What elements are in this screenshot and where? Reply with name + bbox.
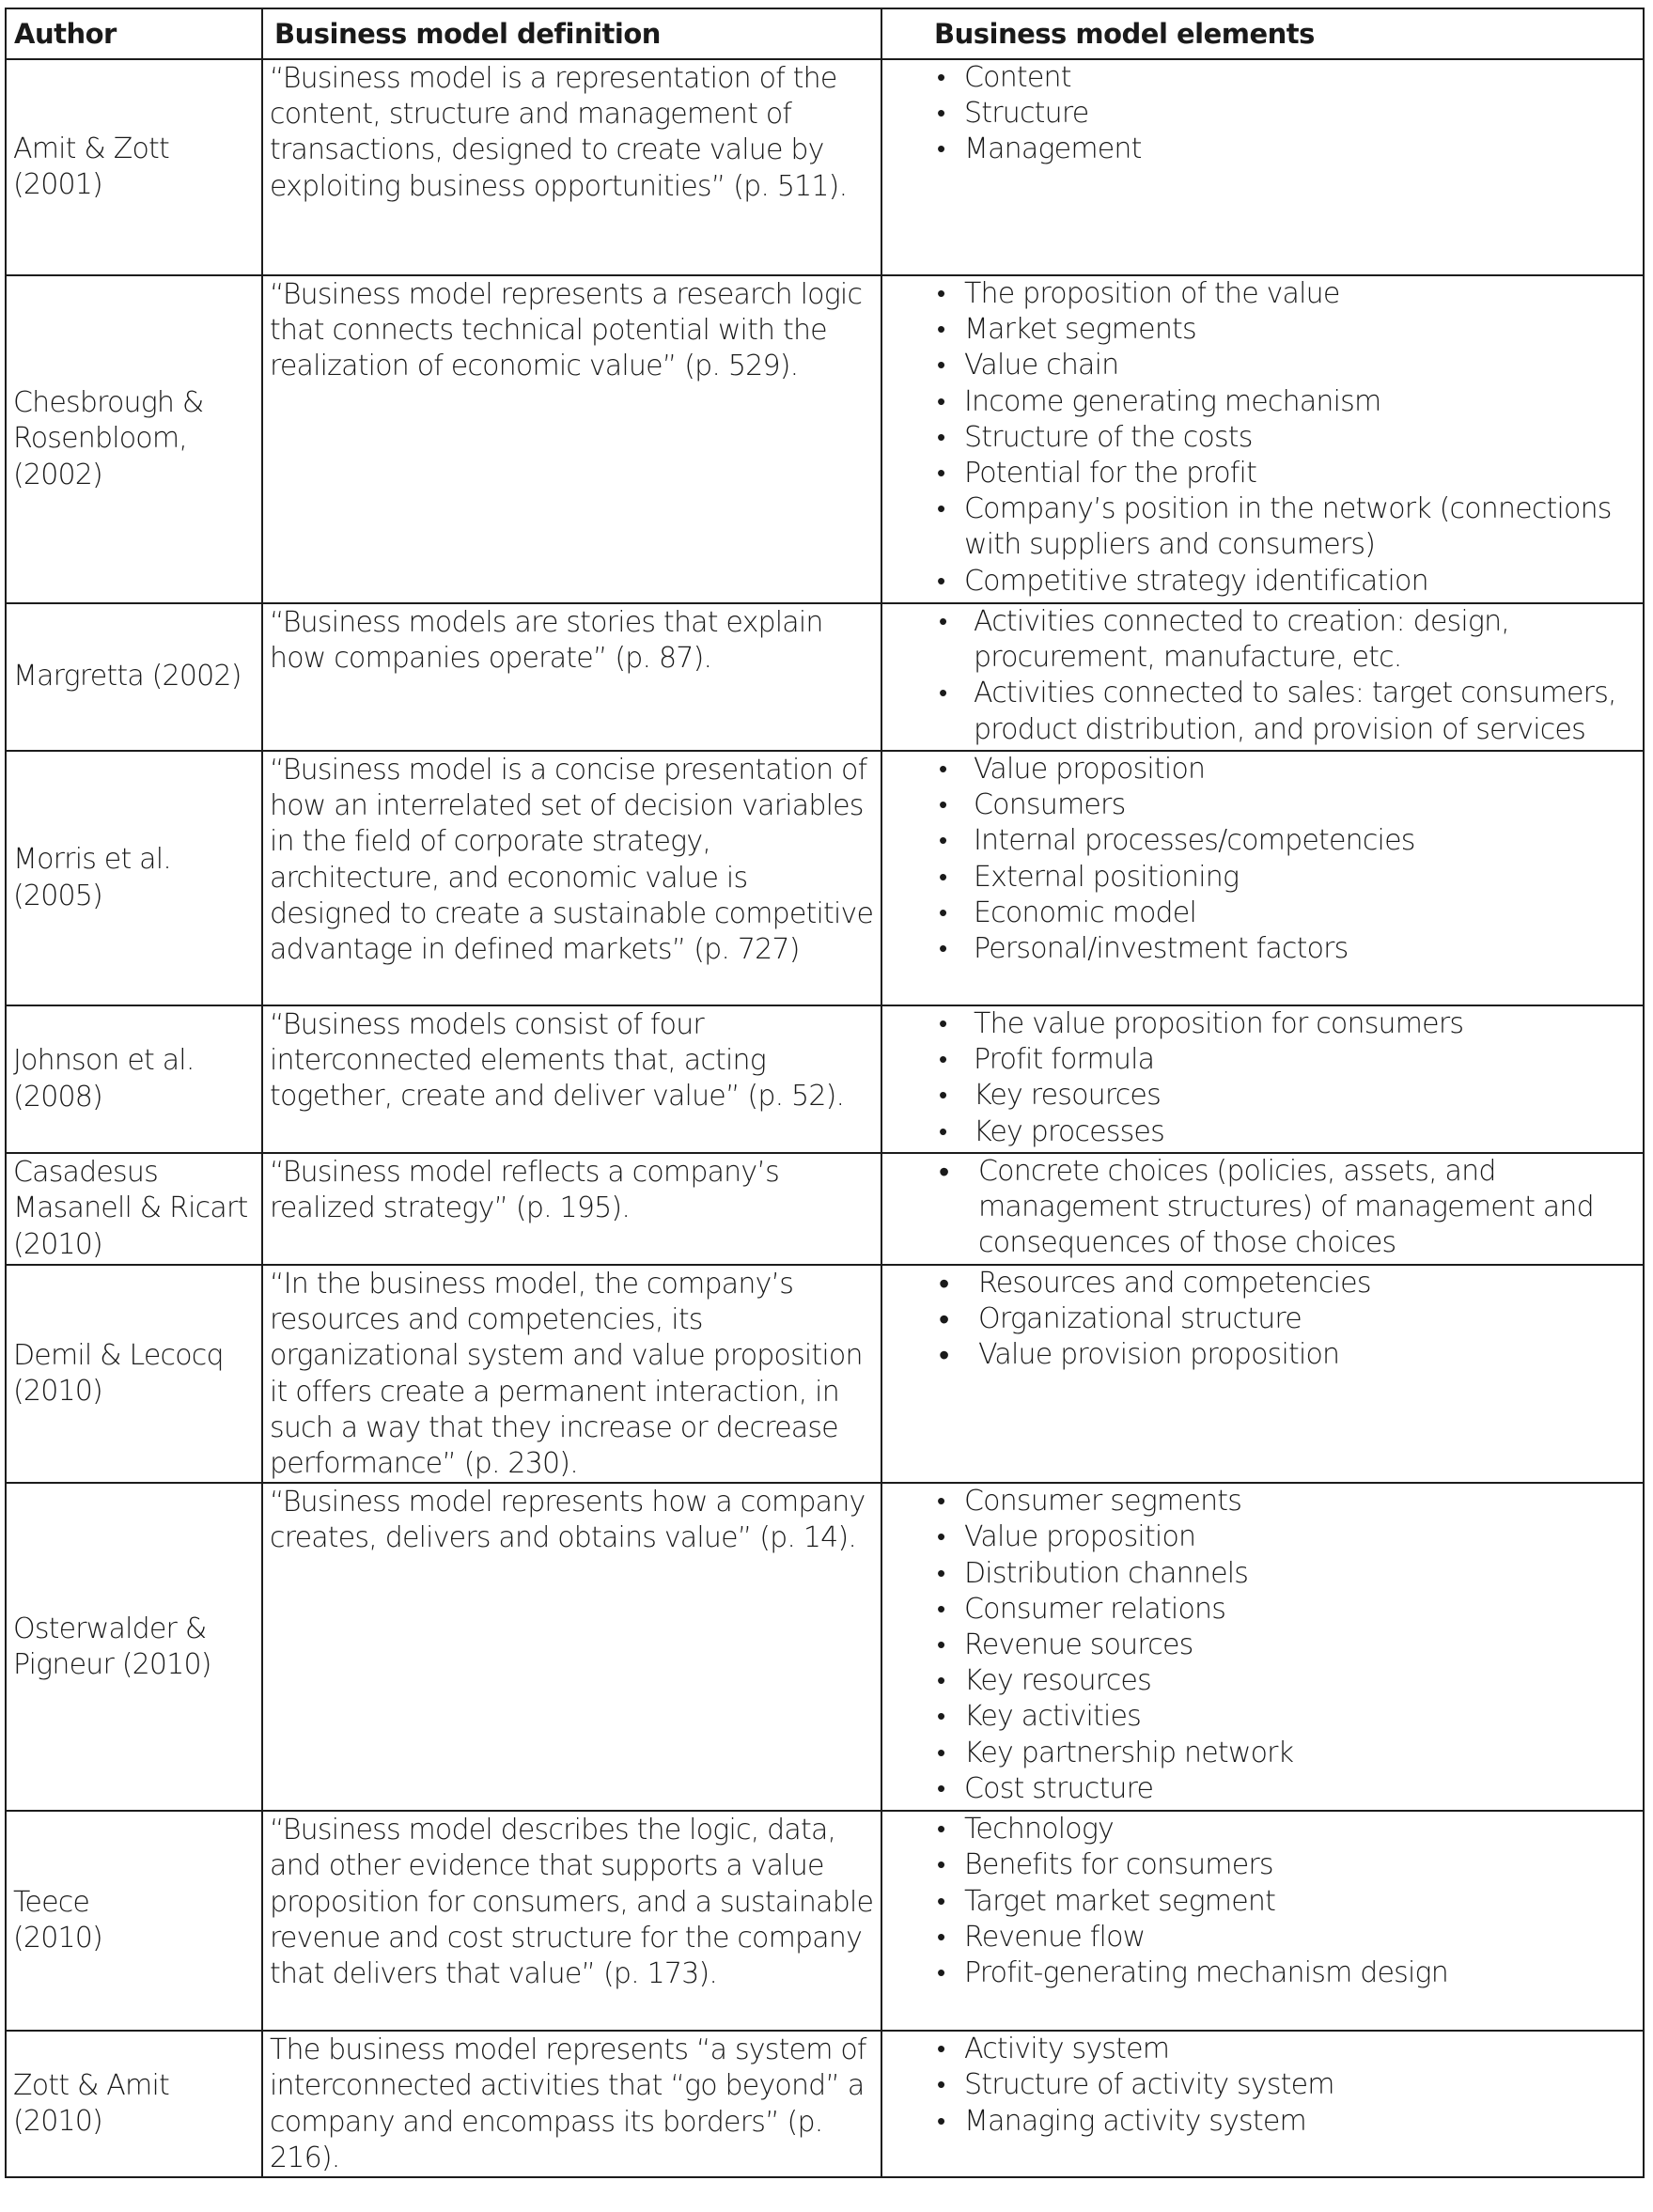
table-row — [6, 751, 1644, 1005]
table-row — [6, 1005, 1644, 1153]
list-item: • The proposition of the value — [882, 276, 1643, 312]
list-item: • Internal processes/competencies — [882, 823, 1643, 859]
list-item: • Target market segment — [882, 1884, 1643, 1920]
list-item: • Management — [882, 132, 1643, 167]
author-line: Casadesus — [13, 1156, 158, 1190]
table-row — [6, 275, 1644, 603]
definition-cell: “Business model reflects a company’s realized strategy” (p. 195). — [262, 1153, 881, 1265]
elements-list — [882, 604, 1643, 748]
list-item: • Concrete choices (policies, assets, and management structures) of management and consequences of those choices — [882, 1154, 1643, 1262]
list-item: • Structure of activity system — [882, 2067, 1643, 2103]
list-item: • Profit formula — [882, 1042, 1643, 1078]
list-item: • Managing activity system — [882, 2104, 1643, 2140]
list-item: • Organizational structure — [882, 1301, 1643, 1337]
author-line: Chesbrough & — [13, 386, 204, 420]
list-item: • Activity system — [882, 2032, 1643, 2067]
elements-list — [882, 2032, 1643, 2140]
list-item: • Value provision proposition — [882, 1337, 1643, 1373]
author-line: Teece — [13, 1886, 90, 1920]
elements-cell — [881, 2031, 1644, 2177]
list-item: • Activities connected to sales: target consumers, product distribution, and provision of services — [882, 676, 1643, 747]
list-item: • Consumers — [882, 787, 1643, 823]
list-item: • Consumer relations — [882, 1592, 1643, 1628]
list-item: • Revenue flow — [882, 1920, 1643, 1955]
author-line: Osterwalder & — [13, 1612, 207, 1645]
list-item: • Personal/investment factors — [882, 931, 1643, 967]
author-line: (2001) — [13, 168, 102, 201]
definition-cell: “Business model describes the logic, data, and other evidence that supports a value proposition for consumers, and a sustainable revenue and cost structure for the company that delivers that value” (p. 173). — [262, 1811, 881, 2031]
table-row — [6, 2031, 1644, 2177]
elements-cell — [881, 1265, 1644, 1483]
header-row — [6, 8, 1644, 59]
definition-cell: “Business model is a representation of the content, structure and management of transactions, designed to create value by exploiting business opportunities” (p. 511). — [262, 59, 881, 275]
elements-list — [882, 1154, 1643, 1262]
author-cell — [6, 1483, 262, 1811]
author-line: Rosenbloom, — [13, 422, 187, 456]
author-cell — [6, 275, 262, 603]
elements-cell — [881, 59, 1644, 275]
author-line: Zott & Amit — [13, 2069, 169, 2103]
list-item: • Key resources — [882, 1078, 1643, 1114]
header-definition: Business model definition — [262, 8, 881, 59]
author-line: Demil & Lecocq — [13, 1338, 224, 1372]
definition-cell: The business model represents “a system of interconnected activities that “go beyond” a company and encompass its borders” (p. 216). — [262, 2031, 881, 2177]
list-item: • Structure of the costs — [882, 420, 1643, 456]
list-item: • Activities connected to creation: design, procurement, manufacture, etc. — [882, 604, 1643, 676]
elements-list — [882, 1266, 1643, 1374]
elements-cell — [881, 603, 1644, 751]
header-author: Author — [6, 8, 262, 59]
author-line: (2010) — [13, 1922, 102, 1955]
elements-list — [882, 1812, 1643, 1991]
author-line: (2010) — [13, 1227, 102, 1261]
list-item: • Profit-generating mechanism design — [882, 1955, 1643, 1991]
table-row — [6, 1483, 1644, 1811]
author-line: Pigneur (2010) — [13, 1647, 211, 1681]
elements-list — [882, 752, 1643, 967]
list-item: • External positioning — [882, 860, 1643, 896]
definition-cell: “In the business model, the company’s resources and competencies, its organizational system and value proposition it offers create a permanent interaction, in such a way that they increase or decrease performance” (p. 230). — [262, 1265, 881, 1483]
table-row — [6, 59, 1644, 275]
author-line: Morris et al. — [13, 843, 172, 877]
list-item: • Competitive strategy identification — [882, 564, 1643, 600]
definition-cell: “Business models are stories that explain how companies operate” (p. 87). — [262, 603, 881, 751]
author-line: (2005) — [13, 879, 102, 912]
list-item: • Value proposition — [882, 1519, 1643, 1555]
table-row — [6, 1153, 1644, 1265]
author-line: Amit & Zott — [13, 132, 169, 165]
author-cell — [6, 1005, 262, 1153]
list-item: • Consumer segments — [882, 1484, 1643, 1519]
list-item: • Revenue sources — [882, 1628, 1643, 1663]
list-item: • Income generating mechanism — [882, 384, 1643, 420]
business-model-table — [5, 8, 1645, 2178]
definition-cell: “Business model is a concise presentation of how an interrelated set of decision variables in the field of corporate strategy, architecture, and economic value is designed to create a sustainable competitive advantage in defined markets” (p. 727) — [262, 751, 881, 1005]
elements-cell — [881, 1005, 1644, 1153]
list-item: • Economic model — [882, 896, 1643, 931]
elements-cell — [881, 1811, 1644, 2031]
elements-cell — [881, 1483, 1644, 1811]
elements-cell — [881, 275, 1644, 603]
definition-cell: “Business model represents a research logic that connects technical potential with the realization of economic value” (p. 529). — [262, 275, 881, 603]
list-item: • Benefits for consumers — [882, 1847, 1643, 1883]
definition-cell: “Business model represents how a company creates, delivers and obtains value” (p. 14). — [262, 1483, 881, 1811]
author-line: Johnson et al. — [13, 1044, 195, 1078]
author-line: Masanell & Ricart — [13, 1192, 248, 1225]
author-cell — [6, 1811, 262, 2031]
table-row — [6, 1265, 1644, 1483]
table-row — [6, 1811, 1644, 2031]
author-cell — [6, 1153, 262, 1265]
list-item: • Cost structure — [882, 1771, 1643, 1807]
author-line: (2008) — [13, 1080, 102, 1114]
list-item: • Technology — [882, 1812, 1643, 1847]
list-item: • Company’s position in the network (connections with suppliers and consumers) — [882, 491, 1643, 563]
elements-list — [882, 1006, 1643, 1150]
elements-cell — [881, 751, 1644, 1005]
author-line: (2010) — [13, 1375, 102, 1409]
elements-cell — [881, 1153, 1644, 1265]
list-item: • Resources and competencies — [882, 1266, 1643, 1301]
author-line: Margretta (2002) — [13, 660, 242, 693]
elements-list — [882, 60, 1643, 168]
author-cell — [6, 2031, 262, 2177]
list-item: • Value proposition — [882, 752, 1643, 787]
author-cell — [6, 59, 262, 275]
author-line: (2010) — [13, 2105, 102, 2139]
list-item: • Distribution channels — [882, 1556, 1643, 1592]
header-elements: Business model elements — [881, 8, 1644, 59]
author-cell — [6, 1265, 262, 1483]
elements-list — [882, 276, 1643, 600]
list-item: • The value proposition for consumers — [882, 1006, 1643, 1042]
list-item: • Potential for the profit — [882, 456, 1643, 491]
list-item: • Content — [882, 60, 1643, 96]
list-item: • Key processes — [882, 1114, 1643, 1150]
elements-list — [882, 1484, 1643, 1807]
list-item: • Market segments — [882, 312, 1643, 348]
list-item: • Key activities — [882, 1699, 1643, 1735]
table-row — [6, 603, 1644, 751]
list-item: • Value chain — [882, 348, 1643, 383]
list-item: • Key partnership network — [882, 1736, 1643, 1771]
list-item: • Key resources — [882, 1663, 1643, 1699]
author-cell — [6, 751, 262, 1005]
definition-cell: “Business models consist of four interconnected elements that, acting together, create and deliver value” (p. 52). — [262, 1005, 881, 1153]
author-cell — [6, 603, 262, 751]
author-line: (2002) — [13, 458, 102, 491]
list-item: • Structure — [882, 96, 1643, 132]
